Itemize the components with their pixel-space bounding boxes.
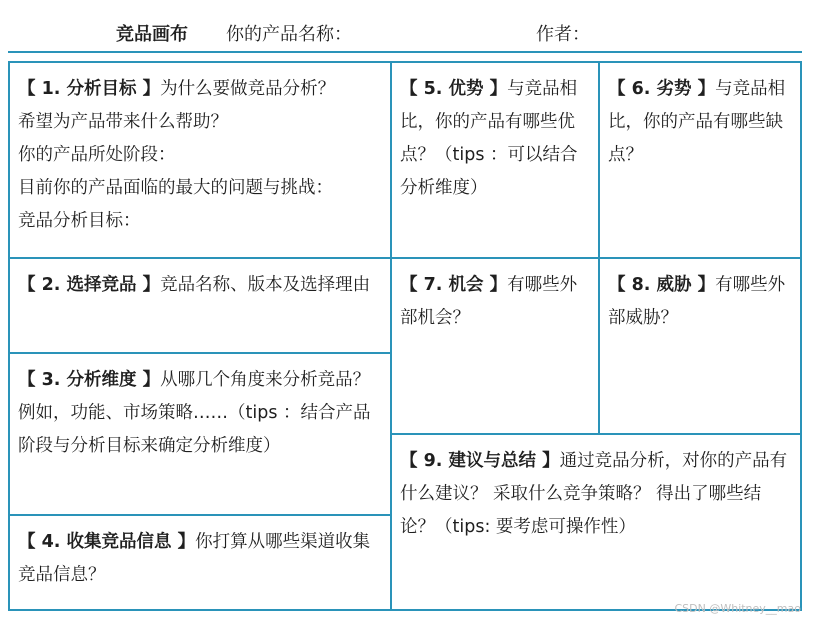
cell-analysis-goal	[8, 61, 392, 259]
cell-analysis-goal-line: 希望为产品带来什么帮助？	[18, 112, 228, 132]
cell-weaknesses-text: 与竞品相比，你的产品有哪些缺点？	[608, 79, 786, 165]
cell-strengths-text: 与竞品相比，你的产品有哪些优点？（tips ：可以结合分析维度）	[400, 79, 578, 198]
cell-suggestions-summary-heading: 【 9. 建议与总结 】	[400, 451, 560, 471]
author-label: 作者：	[536, 24, 590, 45]
cell-collect-info	[8, 514, 392, 611]
cell-suggestions-summary	[390, 433, 802, 611]
cell-opportunities-text: 有哪些外部机会？	[400, 275, 578, 328]
cell-weaknesses	[598, 61, 802, 259]
cell-collect-info-text: 你打算从哪些渠道收集竞品信息？	[18, 532, 371, 585]
cell-weaknesses-heading: 【 6. 劣势 】	[608, 79, 716, 99]
cell-threats	[598, 257, 802, 435]
cell-analysis-dimensions-text: 从哪几个角度来分析竞品？ 例如，功能、市场策略……（tips ：结合产品阶段与分析目标来确定分析维度）	[18, 370, 371, 456]
cell-analysis-goal-heading: 【 1. 分析目标 】	[18, 79, 161, 99]
watermark: CSDN @Whitney__mao	[674, 602, 801, 615]
canvas-header	[0, 18, 813, 48]
canvas-grid	[8, 51, 802, 611]
cell-analysis-goal-text: 为什么要做竞品分析？	[160, 79, 336, 99]
cell-analysis-goal-first-line	[18, 73, 384, 106]
cell-analysis-goal-line: 竞品分析目标：	[18, 211, 141, 231]
cell-strengths	[390, 61, 600, 259]
cell-analysis-dimensions-heading: 【 3. 分析维度 】	[18, 370, 161, 390]
cell-select-competitors-heading: 【 2. 选择竞品 】	[18, 275, 161, 295]
cell-analysis-dimensions	[8, 352, 392, 516]
cell-analysis-goal-line: 你的产品所处阶段：	[18, 145, 176, 165]
cell-select-competitors-text: 竞品名称、版本及选择理由	[160, 275, 371, 295]
cell-suggestions-summary-text: 通过竞品分析，对你的产品有什么建议？ 采取什么竞争策略？ 得出了哪些结论？（tips: 要考虑可操作性）	[400, 451, 788, 537]
cell-analysis-goal-line: 目前你的产品面临的最大的问题与挑战：	[18, 178, 333, 198]
product-name-label: 你的产品名称：	[226, 24, 352, 45]
canvas-title: 竞品画布	[116, 24, 188, 45]
cell-select-competitors	[8, 257, 392, 354]
cell-threats-text: 有哪些外部威胁？	[608, 275, 786, 328]
cell-threats-heading: 【 8. 威胁 】	[608, 275, 716, 295]
cell-opportunities-heading: 【 7. 机会 】	[400, 275, 508, 295]
cell-strengths-heading: 【 5. 优势 】	[400, 79, 508, 99]
cell-collect-info-heading: 【 4. 收集竞品信息 】	[18, 532, 196, 552]
cell-opportunities	[390, 257, 600, 435]
